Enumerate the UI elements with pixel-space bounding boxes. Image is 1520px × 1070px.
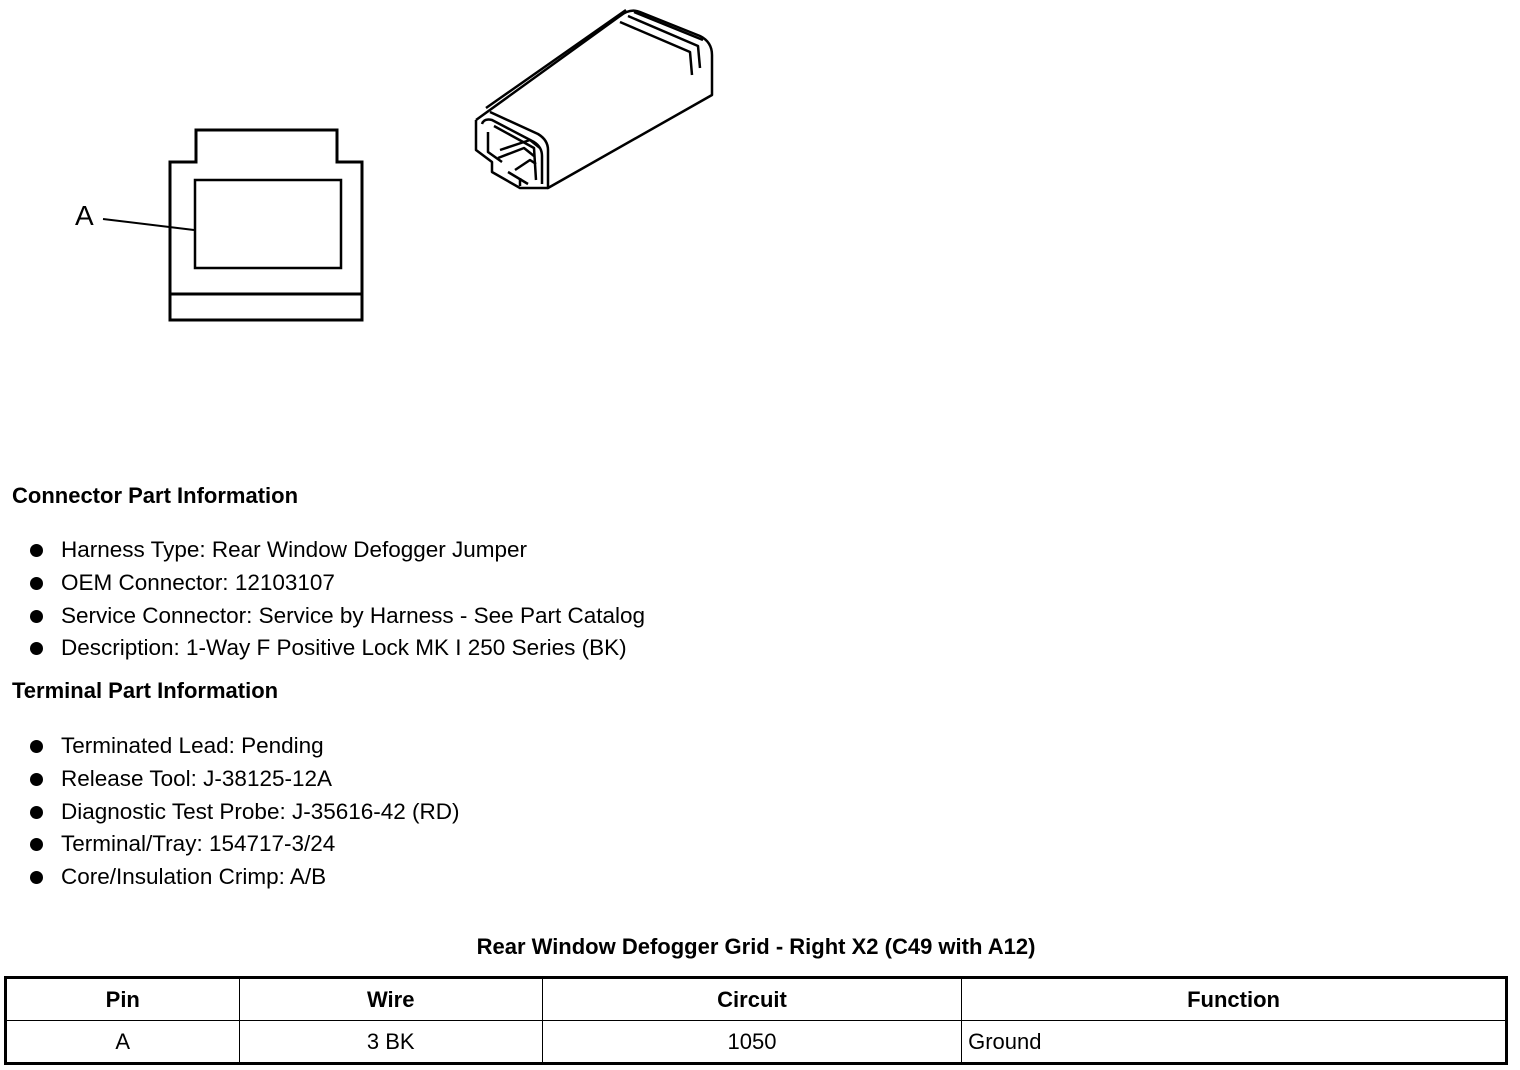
bullet-icon bbox=[30, 610, 43, 623]
list-item bbox=[30, 763, 460, 796]
bullet-icon bbox=[30, 740, 43, 753]
bullet-icon bbox=[30, 642, 43, 655]
bullet-icon bbox=[30, 577, 43, 590]
list-item bbox=[30, 828, 460, 861]
cell-circuit: 1050 bbox=[542, 1021, 961, 1064]
terminal-section-title: Terminal Part Information bbox=[12, 678, 279, 703]
connector-face-view bbox=[103, 130, 362, 320]
list-item-text: OEM Connector: 12103107 bbox=[61, 569, 335, 595]
list-item bbox=[30, 632, 645, 665]
bullet-icon bbox=[30, 838, 43, 851]
connector-isometric-view bbox=[476, 10, 712, 188]
header-wire: Wire bbox=[239, 978, 542, 1021]
list-item-text: Description: 1-Way F Positive Lock MK I 250 Series (BK) bbox=[61, 635, 627, 661]
connector-drawing bbox=[0, 0, 1520, 340]
cell-wire: 3 BK bbox=[239, 1021, 542, 1064]
header-circuit: Circuit bbox=[542, 978, 961, 1021]
table-row bbox=[6, 1021, 1507, 1064]
list-item-text: Terminal/Tray: 154717-3/24 bbox=[61, 831, 336, 857]
bullet-icon bbox=[30, 773, 43, 786]
bullet-icon bbox=[30, 544, 43, 557]
list-item bbox=[30, 796, 460, 829]
bullet-icon bbox=[30, 871, 43, 884]
list-item-text: Release Tool: J-38125-12A bbox=[61, 765, 333, 791]
list-item-text: Diagnostic Test Probe: J-35616-42 (RD) bbox=[61, 798, 460, 824]
terminal-info-list bbox=[30, 730, 460, 894]
table-header-row bbox=[6, 978, 1507, 1021]
cell-pin: A bbox=[6, 1021, 240, 1064]
list-item-text: Harness Type: Rear Window Defogger Jumper bbox=[61, 537, 528, 562]
pin-table-title: Rear Window Defogger Grid - Right X2 (C49 with A12) bbox=[476, 934, 1036, 959]
list-item bbox=[30, 600, 645, 633]
list-item-text: Service Connector: Service by Harness - See Part Catalog bbox=[61, 602, 646, 628]
list-item bbox=[30, 567, 645, 600]
list-item-text: Core/Insulation Crimp: A/B bbox=[61, 864, 327, 890]
connector-diagram bbox=[0, 0, 1520, 340]
bullet-icon bbox=[30, 806, 43, 819]
connector-section-title: Connector Part Information bbox=[12, 483, 299, 508]
list-item bbox=[30, 534, 645, 567]
list-item-text: Terminated Lead: Pending bbox=[61, 733, 324, 758]
header-pin: Pin bbox=[6, 978, 240, 1021]
pin-table bbox=[4, 976, 1508, 1065]
list-item bbox=[30, 861, 460, 894]
callout-label-a: A bbox=[75, 200, 94, 231]
cell-function: Ground bbox=[962, 1021, 1507, 1064]
list-item bbox=[30, 730, 460, 763]
header-function: Function bbox=[962, 978, 1507, 1021]
connector-info-list bbox=[30, 534, 645, 665]
